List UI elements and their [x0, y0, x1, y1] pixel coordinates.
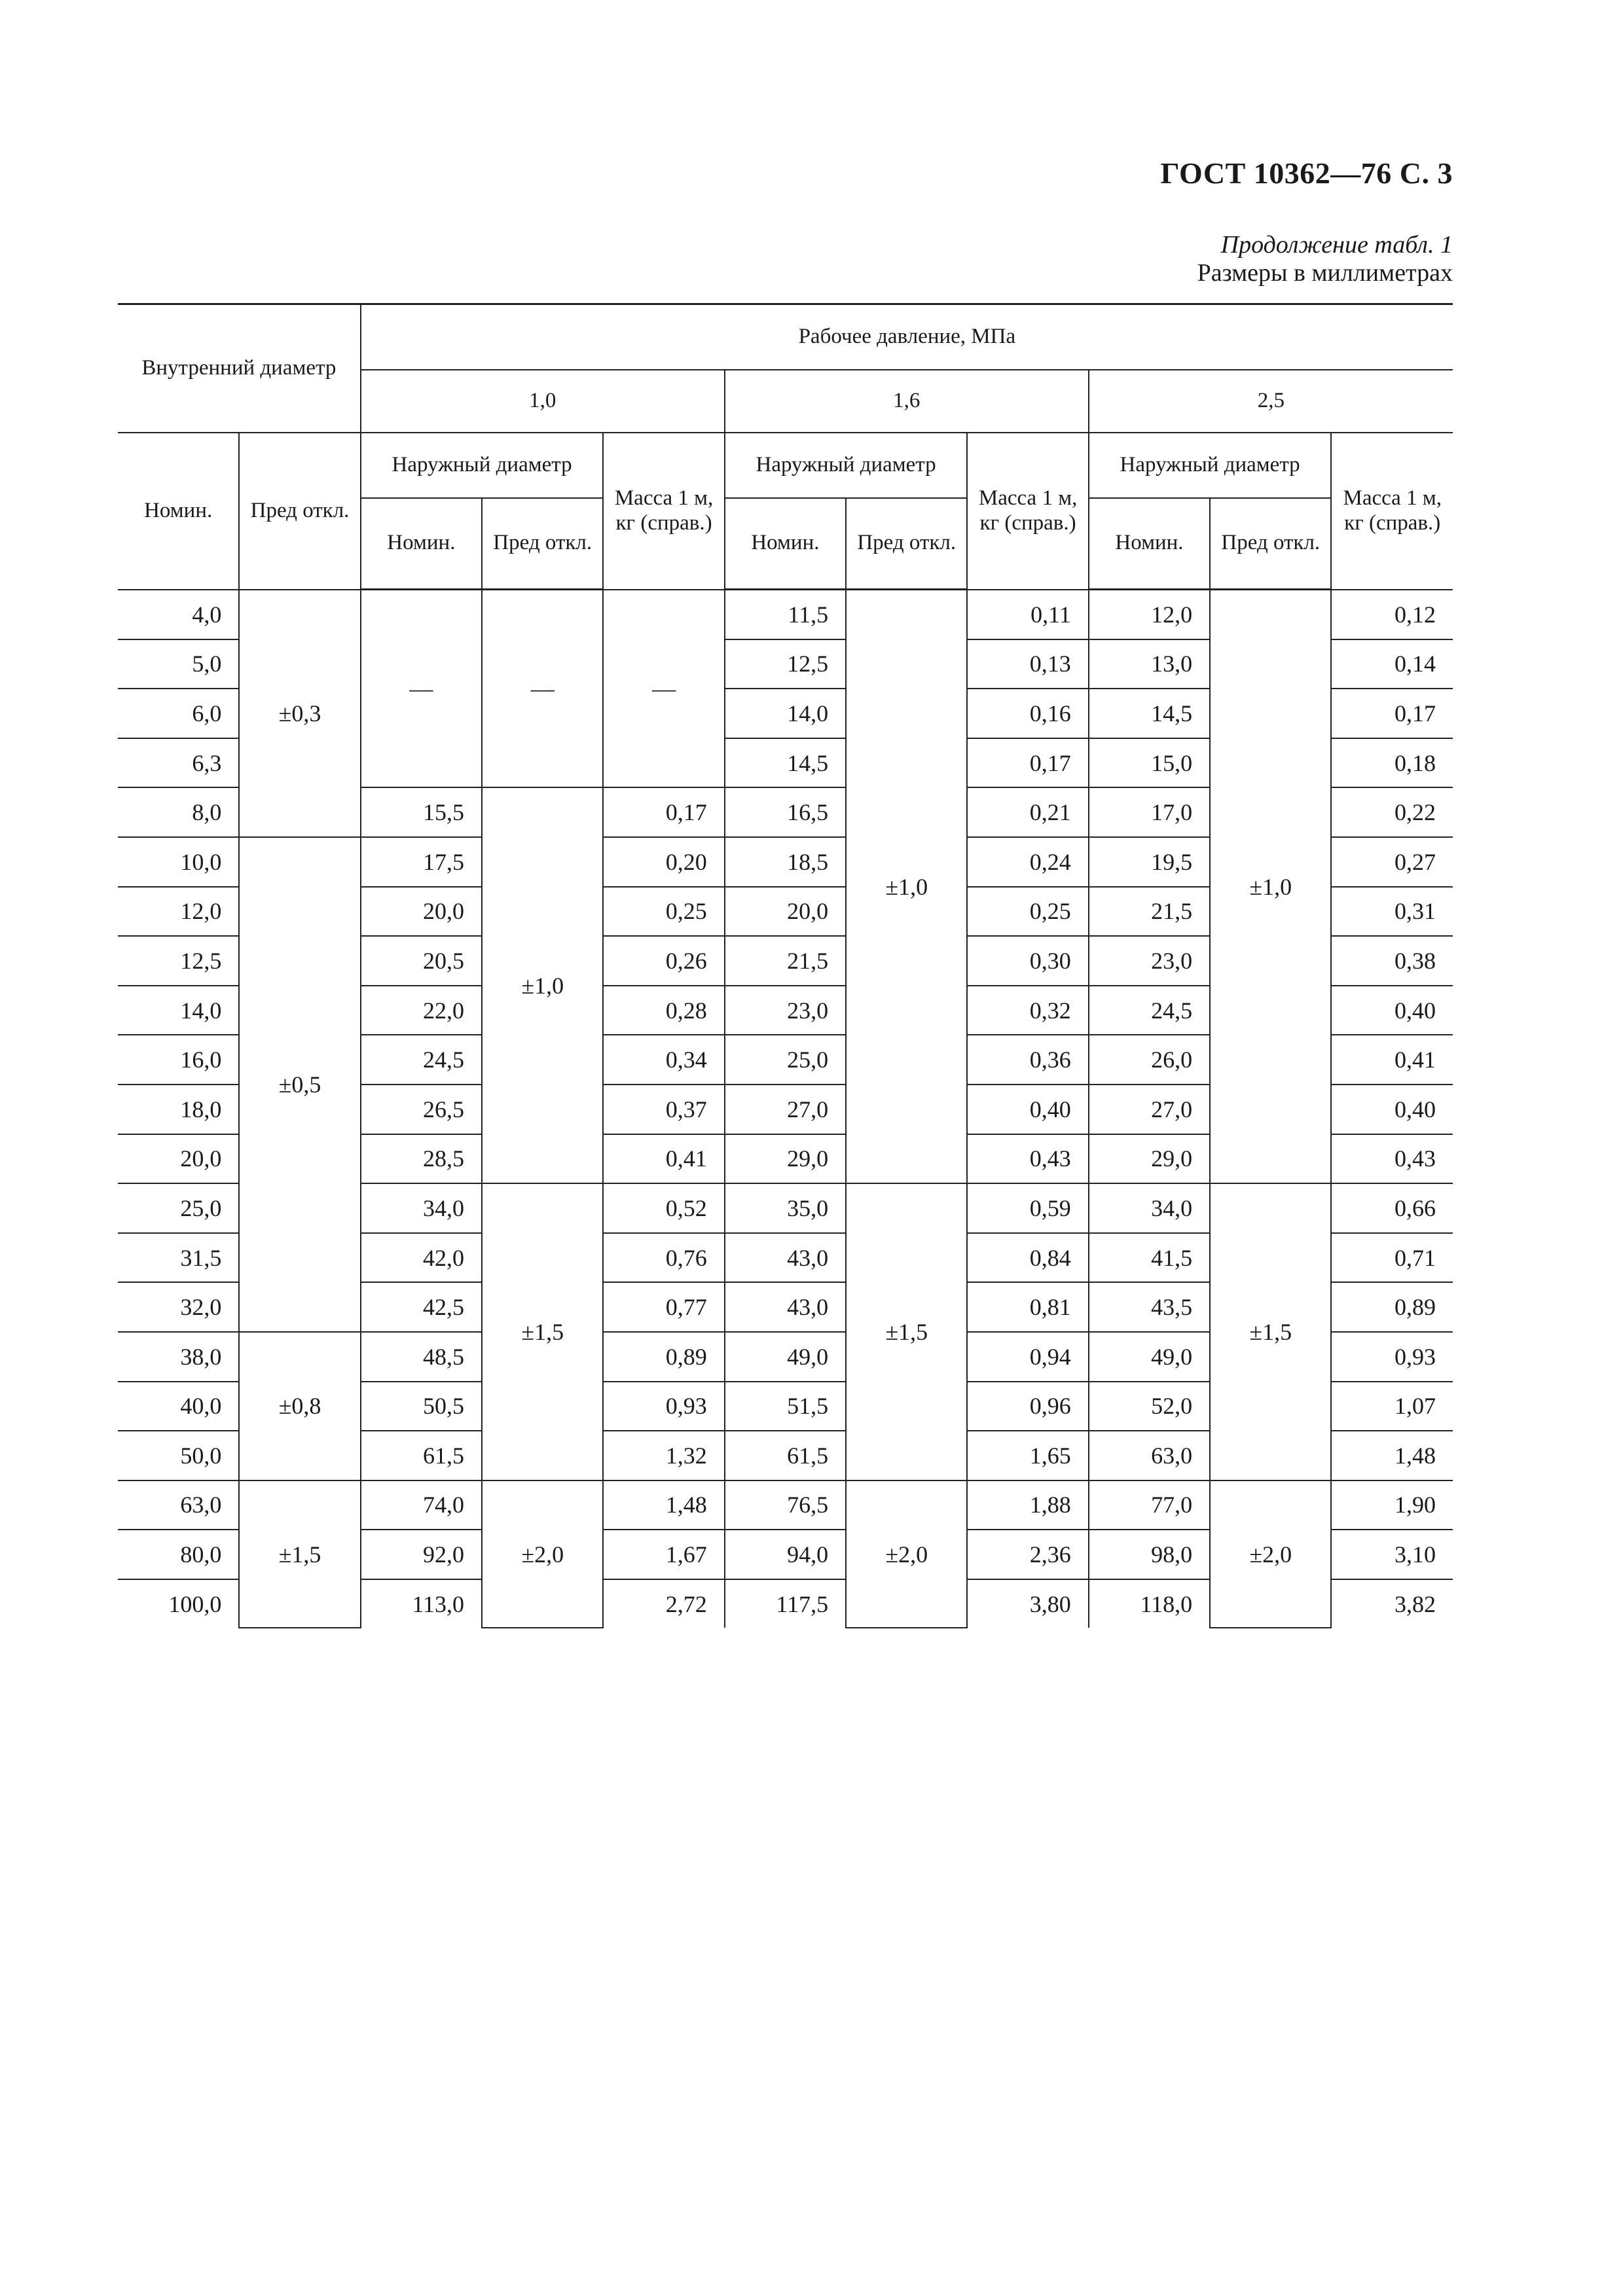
mass-1-6: 0,25: [967, 887, 1088, 937]
table-continuation-caption: Продолжение табл. 1: [1220, 231, 1453, 259]
inner-diameter-nominal: 5,0: [118, 639, 239, 689]
outer-diameter-nominal-1-6: 27,0: [725, 1085, 846, 1134]
mass-1-0: 0,37: [603, 1085, 724, 1134]
outer-diameter-nominal-2-5: 41,5: [1089, 1233, 1210, 1283]
outer-diameter-nominal-1-6: 21,5: [725, 936, 846, 986]
inner-diameter-nominal: 12,5: [118, 936, 239, 986]
mass-2-5: 0,43: [1331, 1134, 1453, 1184]
mass-1-0: 0,17: [603, 787, 724, 837]
outer-diameter-nominal-1-6: 76,5: [725, 1480, 846, 1530]
inner-diameter-nominal: 38,0: [118, 1332, 239, 1382]
inner-diameter-deviation: ±0,3: [239, 590, 360, 837]
mass-1-0: 0,77: [603, 1282, 724, 1332]
outer-diameter-nominal-2-5: 24,5: [1089, 986, 1210, 1035]
mass-2-5: 0,27: [1331, 837, 1453, 887]
table-units-caption: Размеры в миллиметрах: [1197, 259, 1453, 287]
outer-diameter-nominal-1-0: 42,5: [361, 1282, 482, 1332]
outer-diameter-nominal-1-0: 24,5: [361, 1035, 482, 1085]
outer-diameter-nominal-2-5: 34,0: [1089, 1183, 1210, 1233]
outer-diameter-nominal-1-6: 14,5: [725, 738, 846, 788]
inner-diameter-nominal: 8,0: [118, 787, 239, 837]
pipe-dimensions-table: [118, 303, 1453, 1628]
inner-diameter-deviation: ±0,8: [239, 1332, 360, 1480]
outer-diameter-nominal-1-0: 20,5: [361, 936, 482, 986]
outer-diameter-deviation-1-0: ±1,5: [482, 1183, 603, 1480]
outer-diameter-nominal-1-6: 117,5: [725, 1579, 846, 1628]
inner-diameter-deviation: ±1,5: [239, 1480, 360, 1628]
outer-diameter-nominal-2-5: 63,0: [1089, 1431, 1210, 1480]
outer-diameter-nominal-1-0: 48,5: [361, 1332, 482, 1382]
mass-1-6: 0,11: [967, 590, 1088, 639]
outer-diameter-nominal-1-6: 49,0: [725, 1332, 846, 1382]
inner-diameter-nominal: 4,0: [118, 590, 239, 639]
outer-diameter-nominal-2-5: 118,0: [1089, 1579, 1210, 1628]
mass-1-6: 2,36: [967, 1530, 1088, 1579]
mass-2-5: 0,71: [1331, 1233, 1453, 1283]
mass-2-5: 0,89: [1331, 1282, 1453, 1332]
header-inner-diameter: Внутренний диаметр: [118, 304, 361, 433]
mass-1-6: 1,88: [967, 1480, 1088, 1530]
outer-diameter-nominal-2-5: 26,0: [1089, 1035, 1210, 1085]
outer-diameter-nominal-2-5: 23,0: [1089, 936, 1210, 986]
mass-1-6: 0,94: [967, 1332, 1088, 1382]
inner-diameter-nominal: 32,0: [118, 1282, 239, 1332]
outer-diameter-nominal-2-5: 49,0: [1089, 1332, 1210, 1382]
page-header: ГОСТ 10362—76 С. 3: [1160, 156, 1453, 190]
mass-2-5: 0,66: [1331, 1183, 1453, 1233]
mass-1-6: 0,13: [967, 639, 1088, 689]
mass-2-5: 1,90: [1331, 1480, 1453, 1530]
inner-diameter-nominal: 6,3: [118, 738, 239, 788]
mass-2-5: 0,14: [1331, 639, 1453, 689]
mass-1-6: 0,36: [967, 1035, 1088, 1085]
mass-1-0: 0,76: [603, 1233, 724, 1283]
header-pressure-1-0: 1,0: [361, 370, 725, 433]
mass-1-6: 0,81: [967, 1282, 1088, 1332]
table-row: [118, 1480, 1453, 1530]
mass-1-6: 0,16: [967, 689, 1088, 738]
inner-diameter-nominal: 20,0: [118, 1134, 239, 1184]
header-outer-nominal-1-6: Номин.: [725, 498, 846, 590]
header-working-pressure: Рабочее давление, МПа: [361, 304, 1453, 370]
inner-diameter-nominal: 12,0: [118, 887, 239, 937]
outer-diameter-nominal-1-6: 29,0: [725, 1134, 846, 1184]
outer-diameter-deviation-1-0-dash: —: [482, 590, 603, 788]
outer-diameter-nominal-2-5: 43,5: [1089, 1282, 1210, 1332]
mass-1-0: 1,48: [603, 1480, 724, 1530]
mass-2-5: 0,22: [1331, 787, 1453, 837]
header-mass-1-0: Масса 1 м, кг (справ.): [603, 433, 724, 590]
mass-1-0: 0,26: [603, 936, 724, 986]
outer-diameter-nominal-1-6: 25,0: [725, 1035, 846, 1085]
mass-1-0: 0,52: [603, 1183, 724, 1233]
inner-diameter-nominal: 63,0: [118, 1480, 239, 1530]
mass-2-5: 0,12: [1331, 590, 1453, 639]
outer-diameter-nominal-1-6: 43,0: [725, 1233, 846, 1283]
outer-diameter-deviation-2-5: ±2,0: [1210, 1480, 1331, 1628]
outer-diameter-nominal-1-6: 14,0: [725, 689, 846, 738]
mass-1-0: 0,41: [603, 1134, 724, 1184]
header-inner-nominal: Номин.: [118, 433, 239, 590]
mass-1-0: 0,34: [603, 1035, 724, 1085]
outer-diameter-nominal-2-5: 13,0: [1089, 639, 1210, 689]
table-row: [118, 590, 1453, 639]
header-pressure-2-5: 2,5: [1089, 370, 1453, 433]
mass-1-0: 0,89: [603, 1332, 724, 1382]
outer-diameter-nominal-1-0: 28,5: [361, 1134, 482, 1184]
inner-diameter-nominal: 40,0: [118, 1382, 239, 1431]
header-mass-1-6: Масса 1 м, кг (справ.): [967, 433, 1088, 590]
outer-diameter-nominal-1-0: 15,5: [361, 787, 482, 837]
mass-2-5: 3,10: [1331, 1530, 1453, 1579]
outer-diameter-nominal-1-6: 18,5: [725, 837, 846, 887]
outer-diameter-nominal-1-0-dash: —: [361, 590, 482, 788]
inner-diameter-deviation: ±0,5: [239, 837, 360, 1332]
outer-diameter-nominal-2-5: 15,0: [1089, 738, 1210, 788]
outer-diameter-nominal-1-6: 16,5: [725, 787, 846, 837]
header-outer-deviation-1-6: Пред откл.: [846, 498, 967, 590]
outer-diameter-nominal-2-5: 19,5: [1089, 837, 1210, 887]
mass-2-5: 0,17: [1331, 689, 1453, 738]
outer-diameter-nominal-1-0: 17,5: [361, 837, 482, 887]
outer-diameter-nominal-1-0: 74,0: [361, 1480, 482, 1530]
mass-1-6: 3,80: [967, 1579, 1088, 1628]
outer-diameter-deviation-1-0: ±1,0: [482, 787, 603, 1183]
mass-1-0-dash: —: [603, 590, 724, 788]
outer-diameter-nominal-1-6: 51,5: [725, 1382, 846, 1431]
header-outer-nominal-2-5: Номин.: [1089, 498, 1210, 590]
mass-1-0: 0,28: [603, 986, 724, 1035]
outer-diameter-nominal-1-0: 22,0: [361, 986, 482, 1035]
outer-diameter-nominal-2-5: 17,0: [1089, 787, 1210, 837]
outer-diameter-nominal-1-0: 42,0: [361, 1233, 482, 1283]
mass-1-6: 0,96: [967, 1382, 1088, 1431]
mass-1-6: 0,17: [967, 738, 1088, 788]
inner-diameter-nominal: 18,0: [118, 1085, 239, 1134]
inner-diameter-nominal: 6,0: [118, 689, 239, 738]
outer-diameter-nominal-1-0: 61,5: [361, 1431, 482, 1480]
mass-1-0: 0,93: [603, 1382, 724, 1431]
outer-diameter-nominal-1-0: 34,0: [361, 1183, 482, 1233]
mass-2-5: 0,38: [1331, 936, 1453, 986]
outer-diameter-nominal-1-6: 20,0: [725, 887, 846, 937]
outer-diameter-nominal-2-5: 98,0: [1089, 1530, 1210, 1579]
header-outer-nominal-1-0: Номин.: [361, 498, 482, 590]
outer-diameter-nominal-1-0: 26,5: [361, 1085, 482, 1134]
outer-diameter-deviation-2-5: ±1,0: [1210, 590, 1331, 1184]
mass-1-6: 0,30: [967, 936, 1088, 986]
outer-diameter-nominal-1-6: 35,0: [725, 1183, 846, 1233]
outer-diameter-nominal-1-6: 23,0: [725, 986, 846, 1035]
mass-1-6: 0,24: [967, 837, 1088, 887]
outer-diameter-nominal-1-0: 20,0: [361, 887, 482, 937]
mass-1-0: 1,32: [603, 1431, 724, 1480]
header-outer-diameter-1-6: Наружный диаметр: [725, 433, 968, 498]
outer-diameter-nominal-1-6: 61,5: [725, 1431, 846, 1480]
header-pressure-1-6: 1,6: [725, 370, 1089, 433]
mass-2-5: 0,93: [1331, 1332, 1453, 1382]
mass-1-0: 2,72: [603, 1579, 724, 1628]
outer-diameter-deviation-1-6: ±1,0: [846, 590, 967, 1184]
header-outer-deviation-1-0: Пред откл.: [482, 498, 603, 590]
outer-diameter-deviation-1-0: ±2,0: [482, 1480, 603, 1628]
header-inner-deviation: Пред откл.: [239, 433, 360, 590]
outer-diameter-nominal-2-5: 14,5: [1089, 689, 1210, 738]
mass-2-5: 0,40: [1331, 1085, 1453, 1134]
mass-2-5: 0,31: [1331, 887, 1453, 937]
inner-diameter-nominal: 10,0: [118, 837, 239, 887]
inner-diameter-nominal: 14,0: [118, 986, 239, 1035]
mass-2-5: 0,40: [1331, 986, 1453, 1035]
header-outer-deviation-2-5: Пред откл.: [1210, 498, 1331, 590]
mass-2-5: 0,18: [1331, 738, 1453, 788]
outer-diameter-nominal-1-0: 50,5: [361, 1382, 482, 1431]
outer-diameter-nominal-2-5: 27,0: [1089, 1085, 1210, 1134]
mass-1-6: 0,84: [967, 1233, 1088, 1283]
mass-1-0: 0,25: [603, 887, 724, 937]
mass-2-5: 1,07: [1331, 1382, 1453, 1431]
inner-diameter-nominal: 100,0: [118, 1579, 239, 1628]
table-body: [118, 590, 1453, 1628]
mass-1-6: 0,32: [967, 986, 1088, 1035]
inner-diameter-nominal: 25,0: [118, 1183, 239, 1233]
mass-1-6: 1,65: [967, 1431, 1088, 1480]
mass-2-5: 3,82: [1331, 1579, 1453, 1628]
inner-diameter-nominal: 50,0: [118, 1431, 239, 1480]
outer-diameter-nominal-2-5: 21,5: [1089, 887, 1210, 937]
mass-1-0: 0,20: [603, 837, 724, 887]
outer-diameter-nominal-1-6: 94,0: [725, 1530, 846, 1579]
inner-diameter-nominal: 31,5: [118, 1233, 239, 1283]
outer-diameter-nominal-1-0: 113,0: [361, 1579, 482, 1628]
outer-diameter-nominal-2-5: 12,0: [1089, 590, 1210, 639]
mass-1-6: 0,40: [967, 1085, 1088, 1134]
outer-diameter-deviation-2-5: ±1,5: [1210, 1183, 1331, 1480]
header-outer-diameter-1-0: Наружный диаметр: [361, 433, 604, 498]
outer-diameter-deviation-1-6: ±2,0: [846, 1480, 967, 1628]
mass-1-6: 0,43: [967, 1134, 1088, 1184]
outer-diameter-nominal-1-6: 12,5: [725, 639, 846, 689]
outer-diameter-nominal-2-5: 77,0: [1089, 1480, 1210, 1530]
mass-2-5: 1,48: [1331, 1431, 1453, 1480]
outer-diameter-nominal-1-6: 43,0: [725, 1282, 846, 1332]
mass-1-0: 1,67: [603, 1530, 724, 1579]
outer-diameter-nominal-1-0: 92,0: [361, 1530, 482, 1579]
outer-diameter-deviation-1-6: ±1,5: [846, 1183, 967, 1480]
outer-diameter-nominal-2-5: 52,0: [1089, 1382, 1210, 1431]
mass-2-5: 0,41: [1331, 1035, 1453, 1085]
outer-diameter-nominal-1-6: 11,5: [725, 590, 846, 639]
inner-diameter-nominal: 80,0: [118, 1530, 239, 1579]
mass-1-6: 0,21: [967, 787, 1088, 837]
outer-diameter-nominal-2-5: 29,0: [1089, 1134, 1210, 1184]
mass-1-6: 0,59: [967, 1183, 1088, 1233]
inner-diameter-nominal: 16,0: [118, 1035, 239, 1085]
header-mass-2-5: Масса 1 м, кг (справ.): [1331, 433, 1453, 590]
header-outer-diameter-2-5: Наружный диаметр: [1089, 433, 1332, 498]
